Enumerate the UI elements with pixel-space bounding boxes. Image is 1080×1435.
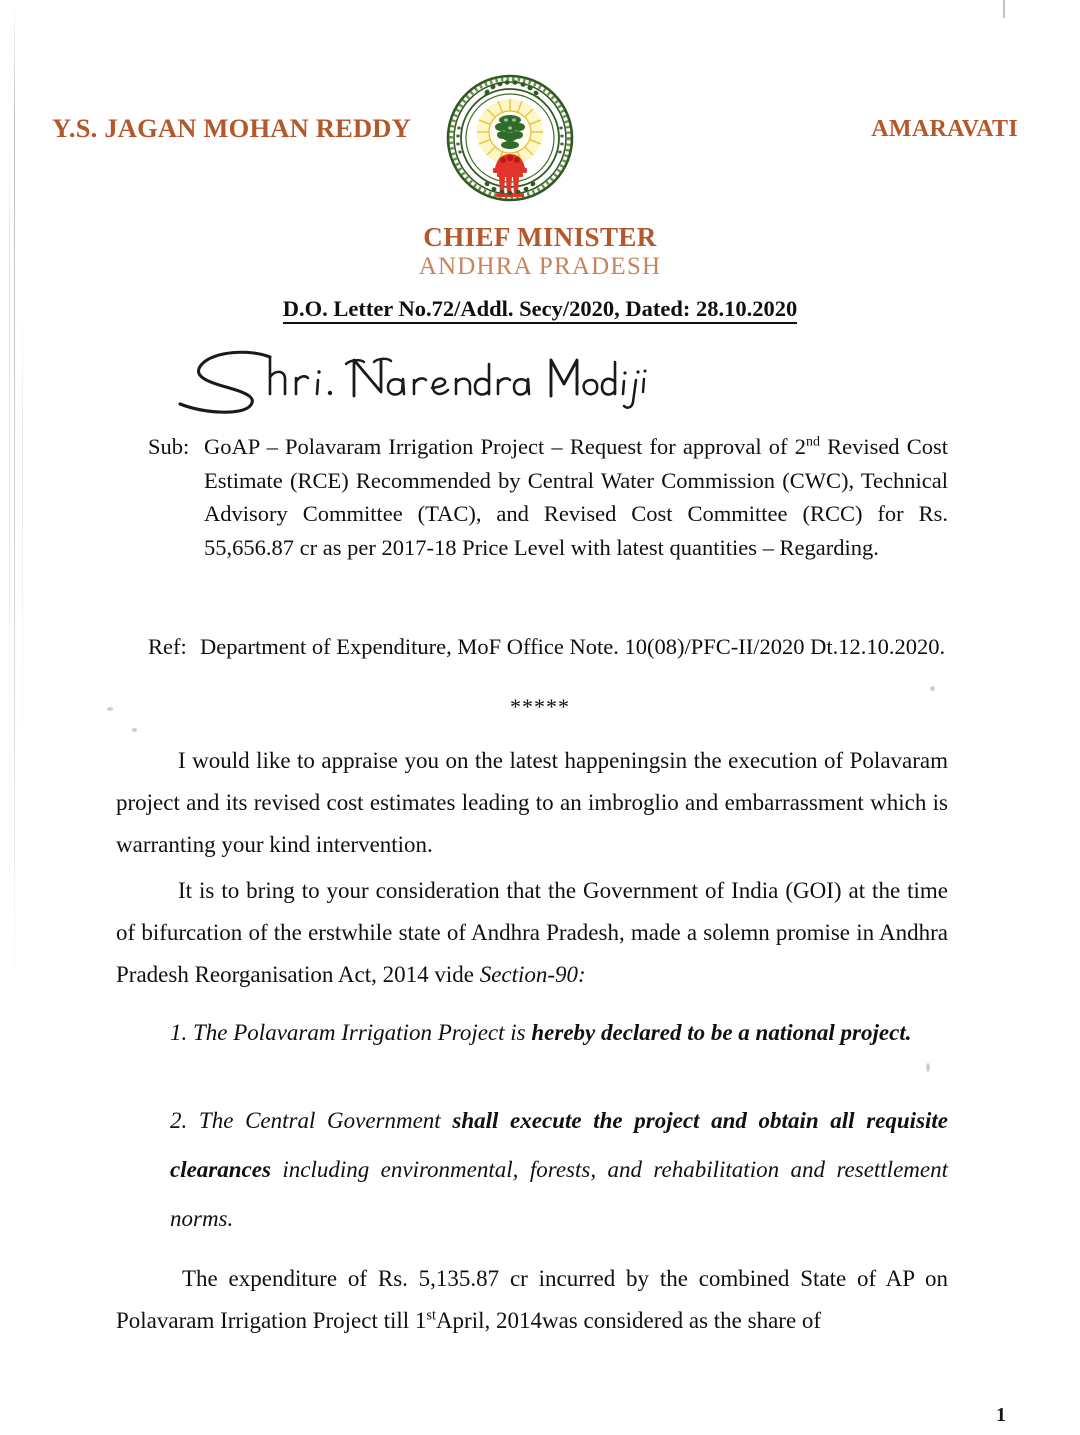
subject-ordinal-suffix: nd bbox=[805, 434, 820, 450]
clause-1-emphasis: hereby declared to be a national project. bbox=[531, 1020, 912, 1045]
paragraph-2-text: It is to bring to your consideration that the Government of India (GOI) at the time of bifurcation of the erstwhile state of Andhra Pradesh, made a solemn promise in Andhra Pradesh Reorganisation Act, 2014 vide bbox=[116, 878, 948, 987]
clause-2-text-b: including environmental, forests, and rehabilitation and resettlement norms. bbox=[170, 1157, 948, 1231]
handwritten-salutation bbox=[178, 344, 648, 416]
quoted-clause-2 bbox=[170, 1096, 948, 1243]
scan-tick-artifact bbox=[1003, 0, 1005, 18]
do-letter-reference-line bbox=[0, 296, 1080, 322]
page-number: 1 bbox=[996, 1404, 1006, 1426]
andhra-pradesh-state-emblem-icon bbox=[443, 62, 577, 214]
scan-speck bbox=[132, 728, 137, 732]
subject-text-part-2: Revised Cost Estimate (RCE) Recommended by Central Water Commission (CWC), Technical Advisory Committee (TAC), and Revised Cost Committee (RCC) for Rs. 55,656.87 cr as per 2017-18 Price Level with latest quantities – Regarding. bbox=[204, 434, 948, 560]
subject-text-part-1: GoAP – Polavaram Irrigation Project – Request for approval of 2 bbox=[204, 434, 806, 459]
reference-label: Ref: bbox=[148, 634, 187, 659]
section-separator: ***** bbox=[510, 694, 570, 719]
subject-block bbox=[148, 430, 948, 564]
paragraph-1: I would like to appraise you on the latest happeningsin the execution of Polavaram project and its revised cost estimates leading to an imbroglio and embarrassment which is warranting your kind intervention. bbox=[116, 748, 948, 857]
do-letter-reference-text: D.O. Letter No.72/Addl. Secy/2020, Dated: 28.10.2020 bbox=[283, 296, 798, 324]
scan-edge-artifact bbox=[14, 0, 15, 1000]
subject-text bbox=[148, 430, 948, 564]
state-subtitle: ANDHRA PRADESH bbox=[418, 253, 662, 280]
reference-text: Department of Expenditure, MoF Office Note. 10(08)/PFC-II/2020 Dt.12.10.2020. bbox=[200, 634, 946, 659]
paragraph-2 bbox=[116, 870, 948, 996]
paragraph-3-part-1: The expenditure of Rs. 5,135.87 cr incurred by the combined State of AP on Polavaram Irrigation Project till 1 bbox=[116, 1266, 948, 1333]
reference-block bbox=[148, 630, 948, 664]
page-title: CHIEF MINISTER bbox=[423, 222, 657, 252]
clause-2-text-a: 2. The Central Government bbox=[170, 1108, 453, 1133]
paragraph-3-ordinal-suffix: st bbox=[426, 1307, 436, 1324]
section-reference-italic: Section-90: bbox=[479, 962, 586, 987]
paragraph-3-part-2: April, 2014was considered as the share of bbox=[435, 1308, 822, 1333]
scan-speck bbox=[930, 686, 935, 691]
clause-1-text: 1. The Polavaram Irrigation Project is bbox=[170, 1020, 532, 1045]
quoted-clause-1 bbox=[170, 1008, 948, 1057]
paragraph-3 bbox=[116, 1258, 948, 1342]
subject-label: Sub: bbox=[148, 434, 190, 459]
chief-minister-name: Y.S. JAGAN MOHAN REDDY bbox=[52, 113, 411, 143]
capital-city-label: AMARAVATI bbox=[871, 116, 1018, 142]
clause-2-emphasis: shall execute the project and obtain all requisite clearances bbox=[170, 1108, 949, 1182]
scan-speck bbox=[926, 1063, 930, 1072]
